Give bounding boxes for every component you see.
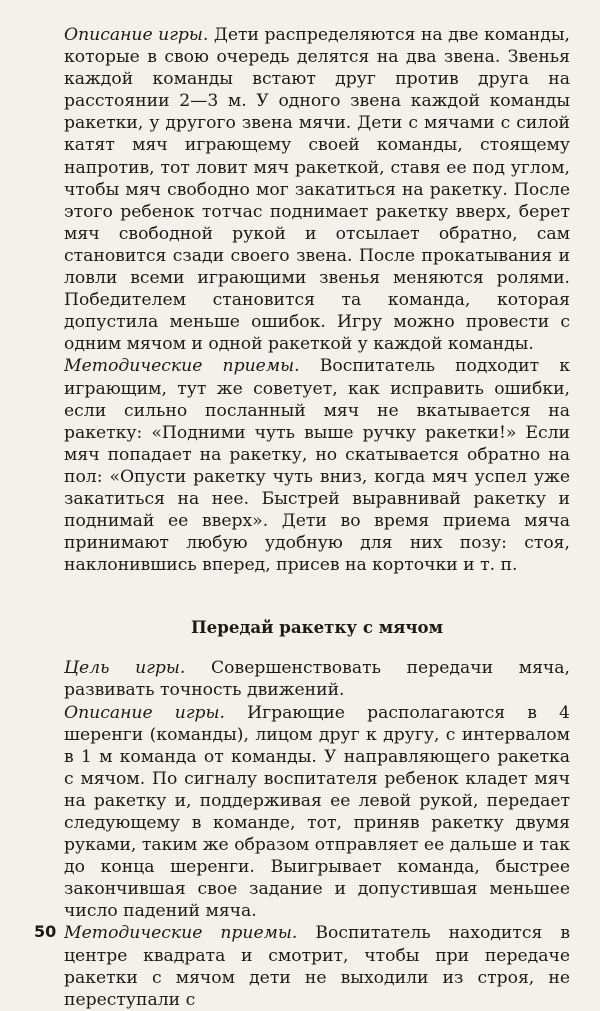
page-number: 50 (34, 922, 57, 941)
game-description-paragraph-2 (64, 702, 570, 923)
methods-paragraph (64, 355, 570, 576)
methods-text: Воспитатель подходит к играющим, тут же советует, как исправить ошибки, если сильно посланный мяч не вкатывается на ракетку: «Подними чуть выше ручку ракетки!» Если мяч попадает на ракетку, но скатывается обратно на пол: «Опусти ракетку чуть вниз, когда мяч успел уже закатиться на нее. Быстрей выравнивай ракетку и поднимай ее вверх». Дети во время приема мяча принимают любую удобную для них позу: стоя, наклонившись вперед, присев на корточки и т. п. (64, 356, 570, 576)
methods-label-2: Методические приемы. (64, 923, 298, 944)
game-title-heading: Передай ракетку с мячом (190, 617, 444, 638)
methods-label: Методические приемы. (64, 356, 300, 377)
game-description-label: Описание игры. (64, 25, 209, 45)
methods-text-2: Воспитатель находится в центре квадрата и смотрит, чтобы при передаче ракетки с мячом дети не выходили из строя, не переступали с (64, 923, 570, 1010)
game-description-label-2: Описание игры. (64, 702, 226, 723)
goal-label: Цель игры. (64, 658, 186, 679)
game-description-text: Дети распределяются на две команды, которые в свою очередь делятся на два звена. Звенья каждой команды встают друг против друга на расстоянии 2—3 м. У одного звена каждой команды ракетки, у другого звена мячи. Дети с мячами с силой катят мяч играющему своей команды, стоящему напротив, тот ловит мяч ракеткой, ставя ее под углом, чтобы мяч свободно мог закатиться на ракетку. После этого ребенок тотчас поднимает ракетку вверх, берет мяч свободной рукой и отсылает обратно, сам становится сзади своего звена. После прокатывания и ловли всеми играющими звенья меняются ролями. Победителем становится та команда, которая допустила меньше ошибок. Игру можно провести с одним мячом и одной ракеткой у каждой команды. (64, 25, 570, 355)
game-description-paragraph (64, 24, 570, 355)
goal-text: Совершенствовать передачи мяча, развивать точность движений. (64, 658, 570, 701)
methods-paragraph-2 (64, 922, 570, 1010)
game-description-text-2: Играющие располагаются в 4 шеренги (команды), лицом друг к другу, с интервалом в 1 м команда от команды. У направляющего ракетка с мячом. По сигналу воспитателя ребенок кладет мяч на ракетку и, поддерживая ее левой рукой, передает следующему в команде, тот, приняв ракетку двумя руками, таким же образом отправляет ее дальше и так до конца шеренги. Выигрывает команда, быстрее закончившая свое задание и допустившая меньшее число падений мяча. (64, 702, 570, 922)
goal-paragraph (64, 657, 570, 701)
